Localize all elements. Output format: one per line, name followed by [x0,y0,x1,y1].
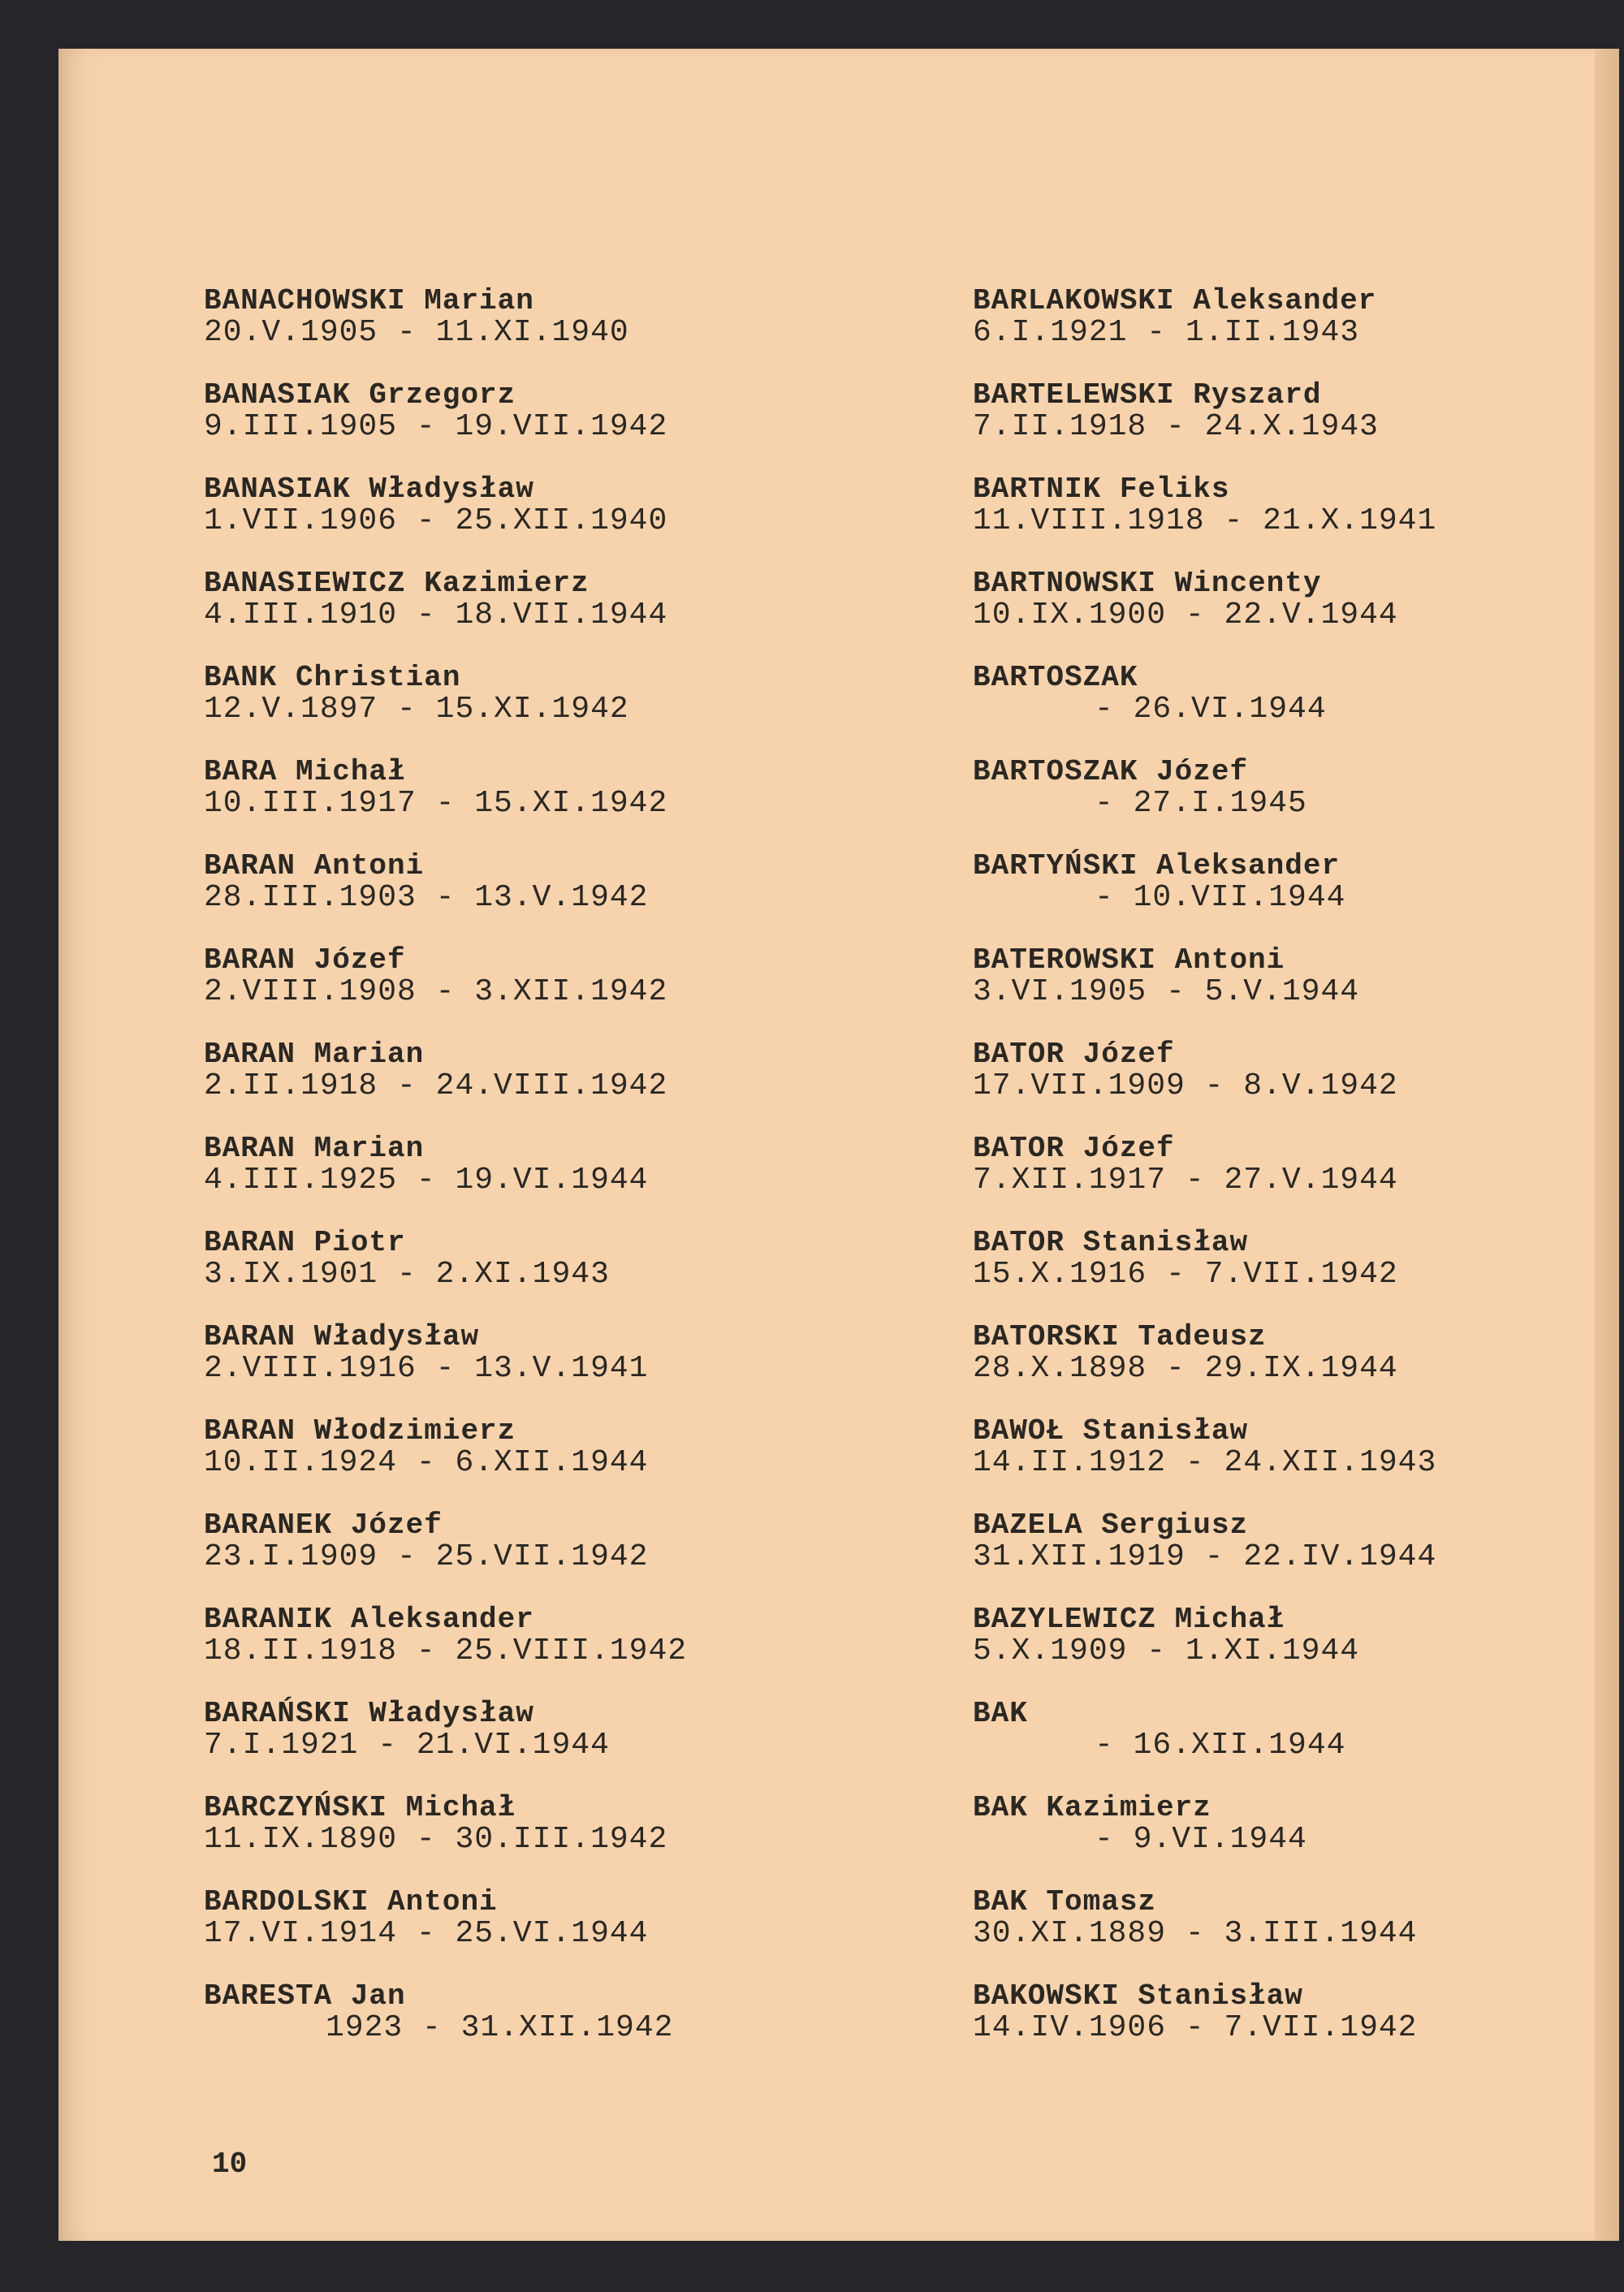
life-dates: 2.VIII.1916 - 13.V.1941 [204,1351,649,1386]
list-item [204,1510,772,1604]
list-item [204,945,772,1039]
life-dates: 31.XII.1919 - 22.IV.1944 [973,1539,1437,1574]
list-item [973,1322,1541,1416]
person-name: BANACHOWSKI Marian [204,284,534,317]
list-item [204,1604,772,1698]
person-name: BARAŃSKI Władysław [204,1697,534,1730]
list-item [204,1981,772,2075]
document-page [58,49,1619,2241]
list-item [204,663,772,757]
list-item [204,1228,772,1322]
life-dates: 7.XII.1917 - 27.V.1944 [973,1163,1398,1198]
person-name: BARTNIK Feliks [973,473,1230,506]
person-name: BATORSKI Tadeusz [973,1320,1267,1353]
life-dates: 11.VIII.1918 - 21.X.1941 [973,503,1437,538]
life-dates: 14.II.1912 - 24.XII.1943 [973,1445,1437,1480]
list-item [973,1887,1541,1981]
person-name: BARAN Piotr [204,1226,406,1259]
list-item [204,757,772,851]
person-name: BARANEK Józef [204,1509,443,1542]
list-item [973,1604,1541,1698]
list-item [204,1793,772,1887]
list-item [973,945,1541,1039]
life-dates: 17.VII.1909 - 8.V.1942 [973,1068,1398,1103]
list-item [204,851,772,945]
life-dates: 11.IX.1890 - 30.III.1942 [204,1822,668,1857]
person-name: BARTOSZAK [973,661,1138,694]
person-name: BAK Tomasz [973,1885,1157,1919]
life-dates: 28.X.1898 - 29.IX.1944 [973,1351,1398,1386]
life-dates: 6.I.1921 - 1.II.1943 [973,315,1360,350]
list-item [204,1416,772,1510]
life-dates: 18.II.1918 - 25.VIII.1942 [204,1634,688,1668]
list-item [204,286,772,380]
list-item [973,757,1541,851]
life-dates: - 16.XII.1944 [1095,1728,1346,1763]
person-name: BARAN Józef [204,943,406,977]
person-name: BAZYLEWICZ Michał [973,1603,1285,1636]
person-name: BAK Kazimierz [973,1791,1212,1824]
life-dates: 12.V.1897 - 15.XI.1942 [204,692,629,727]
person-name: BARTOSZAK Józef [973,755,1249,788]
life-dates: 5.X.1909 - 1.XI.1944 [973,1634,1360,1668]
life-dates: 10.II.1924 - 6.XII.1944 [204,1445,649,1480]
life-dates: - 10.VII.1944 [1095,880,1346,915]
life-dates: 3.IX.1901 - 2.XI.1943 [204,1257,610,1292]
life-dates: 20.V.1905 - 11.XI.1940 [204,315,629,350]
person-name: BARLAKOWSKI Aleksander [973,284,1377,317]
list-item [973,1510,1541,1604]
life-dates: 17.VI.1914 - 25.VI.1944 [204,1916,649,1951]
list-item [204,380,772,474]
left-column [204,286,772,2075]
person-name: BANASIAK Grzegorz [204,378,516,412]
life-dates: 10.IX.1900 - 22.V.1944 [973,598,1398,632]
person-name: BAZELA Sergiusz [973,1509,1249,1542]
person-name: BARAN Antoni [204,849,425,883]
list-item [973,1981,1541,2075]
person-name: BARANIK Aleksander [204,1603,534,1636]
person-name: BARTYŃSKI Aleksander [973,849,1341,883]
person-name: BAK [973,1697,1028,1730]
person-name: BARAN Włodzimierz [204,1414,516,1448]
person-name: BARAN Władysław [204,1320,480,1353]
list-item [973,380,1541,474]
list-item [973,474,1541,568]
list-item [204,1133,772,1228]
right-column [973,286,1541,2075]
person-name: BARAN Marian [204,1038,425,1071]
person-name: BARTNOWSKI Wincenty [973,567,1322,600]
life-dates: 3.VI.1905 - 5.V.1944 [973,974,1360,1009]
life-dates: 2.II.1918 - 24.VIII.1942 [204,1068,668,1103]
list-item [204,568,772,663]
life-dates: 2.VIII.1908 - 3.XII.1942 [204,974,668,1009]
list-item [973,286,1541,380]
list-item [204,1698,772,1793]
life-dates: 4.III.1910 - 18.VII.1944 [204,598,668,632]
person-name: BANK Christian [204,661,461,694]
life-dates: 14.IV.1906 - 7.VII.1942 [973,2010,1418,2045]
person-name: BANASIAK Władysław [204,473,534,506]
life-dates: - 26.VI.1944 [1095,692,1327,727]
life-dates: 4.III.1925 - 19.VI.1944 [204,1163,649,1198]
life-dates: 1.VII.1906 - 25.XII.1940 [204,503,668,538]
list-item [973,663,1541,757]
person-name: BARDOLSKI Antoni [204,1885,498,1919]
list-item [973,1698,1541,1793]
person-name: BARA Michał [204,755,406,788]
list-item [973,1228,1541,1322]
list-item [973,1416,1541,1510]
page-edge [1595,49,1619,2241]
person-name: BARTELEWSKI Ryszard [973,378,1322,412]
life-dates: 28.III.1903 - 13.V.1942 [204,880,649,915]
person-name: BANASIEWICZ Kazimierz [204,567,590,600]
list-item [204,1322,772,1416]
list-item [204,1887,772,1981]
life-dates: 23.I.1909 - 25.VII.1942 [204,1539,649,1574]
list-item [973,1793,1541,1887]
life-dates: 7.II.1918 - 24.X.1943 [973,409,1379,444]
person-name: BARCZYŃSKI Michał [204,1791,516,1824]
life-dates: 30.XI.1889 - 3.III.1944 [973,1916,1418,1951]
life-dates: - 27.I.1945 [1095,786,1307,821]
list-item [973,1133,1541,1228]
person-name: BATOR Józef [973,1038,1175,1071]
person-name: BARAN Marian [204,1132,425,1165]
list-item [973,851,1541,945]
list-item [204,1039,772,1133]
person-name: BAWOŁ Stanisław [973,1414,1249,1448]
person-name: BAKOWSKI Stanisław [973,1979,1303,2013]
person-name: BATEROWSKI Antoni [973,943,1285,977]
life-dates: - 9.VI.1944 [1095,1822,1307,1857]
person-name: BATOR Józef [973,1132,1175,1165]
life-dates: 15.X.1916 - 7.VII.1942 [973,1257,1398,1292]
life-dates: 7.I.1921 - 21.VI.1944 [204,1728,610,1763]
life-dates: 1923 - 31.XII.1942 [326,2010,674,2045]
person-name: BATOR Stanisław [973,1226,1249,1259]
list-item [973,1039,1541,1133]
person-name: BARESTA Jan [204,1979,406,2013]
life-dates: 9.III.1905 - 19.VII.1942 [204,409,668,444]
life-dates: 10.III.1917 - 15.XI.1942 [204,786,668,821]
page-number: 10 [212,2147,248,2181]
list-item [204,474,772,568]
list-item [973,568,1541,663]
